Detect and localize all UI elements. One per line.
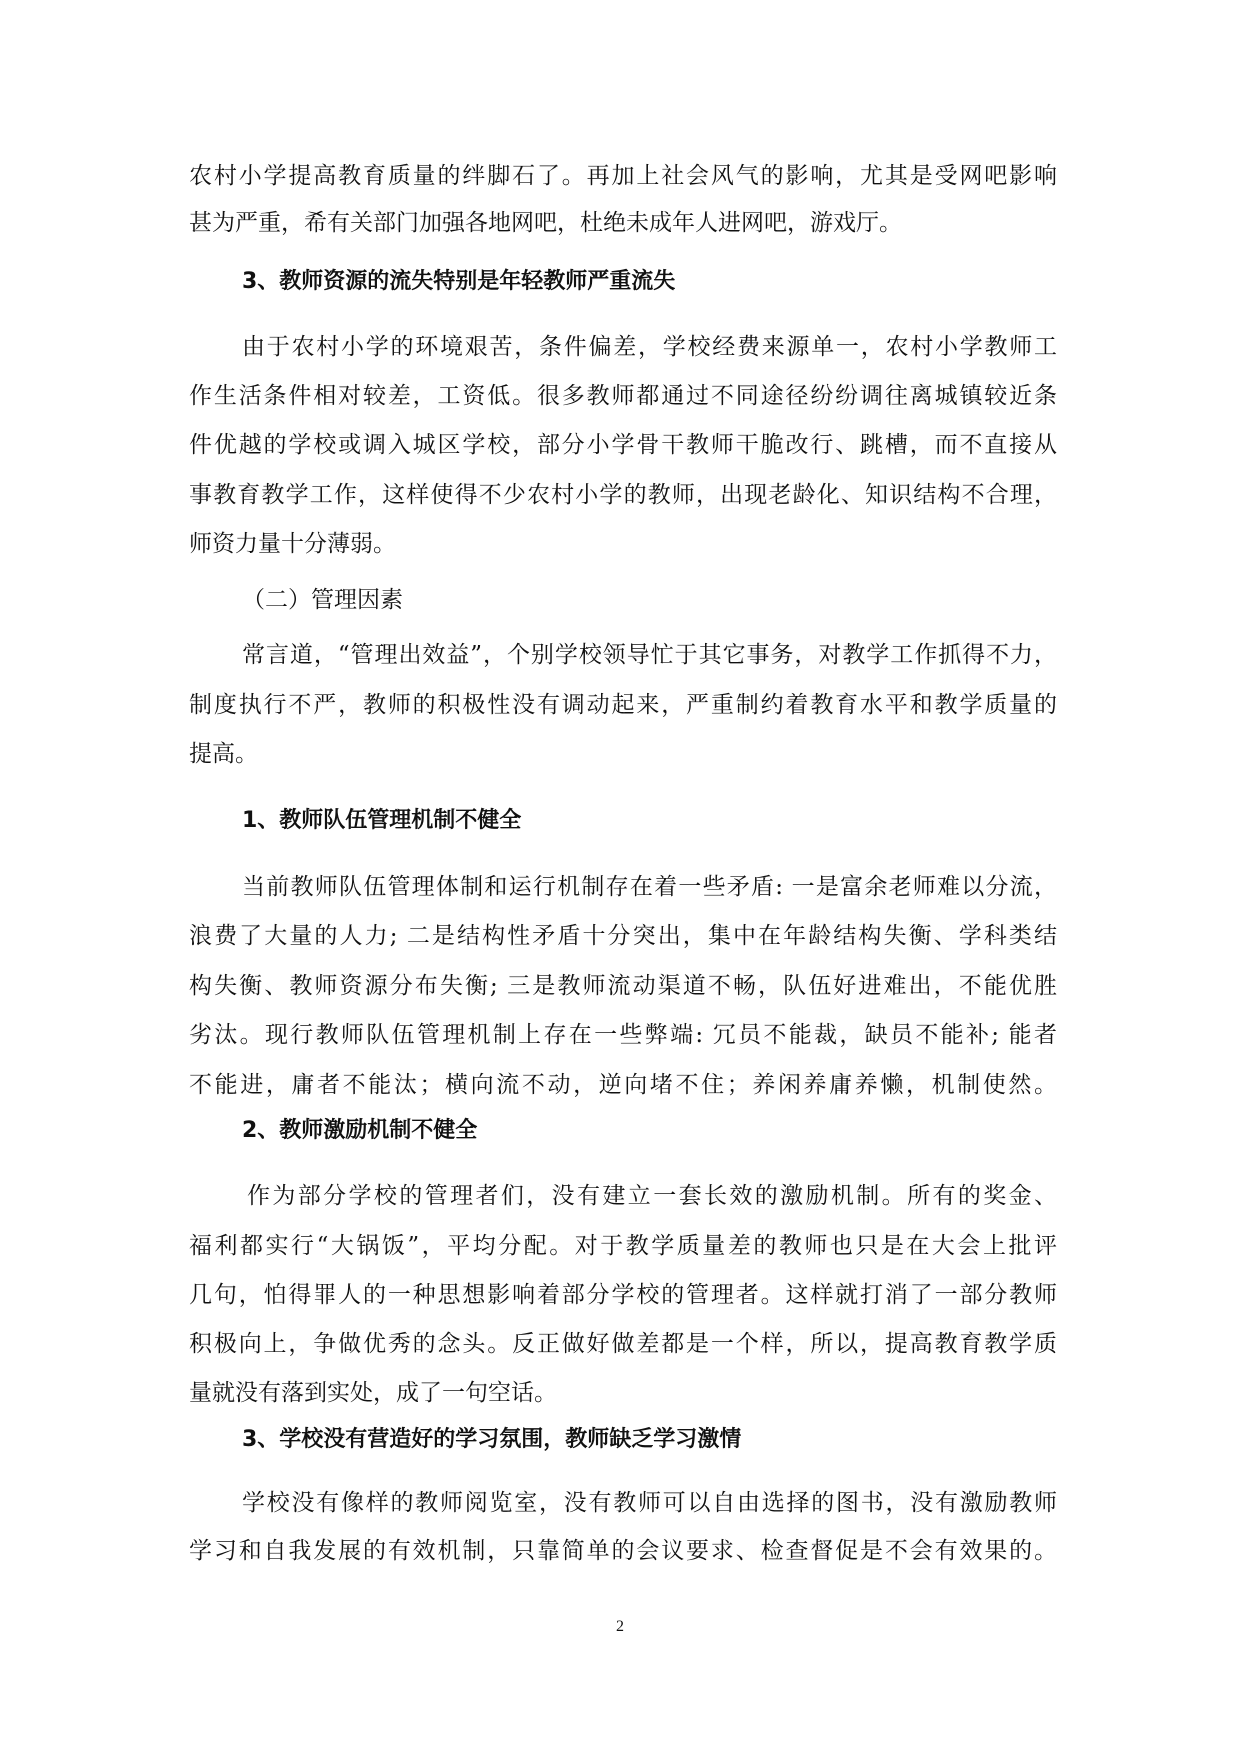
section-heading: 2、教师激励机制不健全 — [242, 1118, 478, 1143]
paragraph-line: 积极向上，争做优秀的念头。反正做好做差都是一个样，所以，提高教育教学质 — [189, 1331, 1057, 1357]
section-subheading: （二）管理因素 — [242, 587, 403, 613]
paragraph-line: 学习和自我发展的有效机制，只靠简单的会议要求、检查督促是不会有效果的。 — [189, 1538, 1057, 1564]
paragraph-line: 甚为严重，希有关部门加强各地网吧，杜绝未成年人进网吧，游戏厅。 — [189, 210, 902, 236]
paragraph-line: 由于农村小学的环境艰苦，条件偏差，学校经费来源单一，农村小学教师工 — [242, 334, 1057, 360]
paragraph-line: 浪费了大量的人力; 二是结构性矛盾十分突出，集中在年龄结构失衡、学科类结 — [189, 923, 1057, 949]
paragraph-line: 学校没有像样的教师阅览室，没有教师可以自由选择的图书，没有激励教师 — [242, 1490, 1057, 1516]
page-number: 2 — [616, 1618, 624, 1635]
paragraph-line: 构失衡、教师资源分布失衡; 三是教师流动渠道不畅，队伍好进难出，不能优胜 — [189, 973, 1057, 999]
paragraph-line: 事教育教学工作，这样使得不少农村小学的教师，出现老龄化、知识结构不合理， — [189, 482, 1057, 508]
section-heading: 3、教师资源的流失特别是年轻教师严重流失 — [242, 269, 676, 294]
paragraph-line: 作为部分学校的管理者们，没有建立一套长效的激励机制。所有的奖金、 — [247, 1183, 1057, 1209]
paragraph-line: 作生活条件相对较差，工资低。很多教师都通过不同途径纷纷调往离城镇较近条 — [189, 383, 1057, 409]
paragraph-line: 几句，怕得罪人的一种思想影响着部分学校的管理者。这样就打消了一部分教师 — [189, 1282, 1057, 1308]
section-heading: 3、学校没有营造好的学习氛围，教师缺乏学习激情 — [242, 1427, 742, 1452]
paragraph-line: 量就没有落到实处，成了一句空话。 — [189, 1380, 557, 1406]
paragraph-line: 师资力量十分薄弱。 — [189, 531, 396, 557]
paragraph-line: 不能进，庸者不能汰；横向流不动，逆向堵不住；养闲养庸养懒，机制使然。 — [189, 1072, 1057, 1098]
paragraph-line: 农村小学提高教育质量的绊脚石了。再加上社会风气的影响，尤其是受网吧影响 — [189, 163, 1057, 189]
paragraph-line: 件优越的学校或调入城区学校，部分小学骨干教师干脆改行、跳槽，而不直接从 — [189, 432, 1057, 458]
paragraph-line: 当前教师队伍管理体制和运行机制存在着一些矛盾: 一是富余老师难以分流， — [242, 874, 1057, 900]
paragraph-line: 制度执行不严，教师的积极性没有调动起来，严重制约着教育水平和教学质量的 — [189, 692, 1057, 718]
paragraph-line: 提高。 — [189, 741, 258, 767]
paragraph-line: 劣汰。现行教师队伍管理机制上存在一些弊端: 冗员不能裁，缺员不能补; 能者 — [189, 1022, 1057, 1048]
paragraph-line: 福利都实行“大锅饭”，平均分配。对于教学质量差的教师也只是在大会上批评 — [189, 1233, 1057, 1259]
paragraph-line: 常言道，“管理出效益”，个别学校领导忙于其它事务，对教学工作抓得不力， — [242, 642, 1057, 668]
section-heading: 1、教师队伍管理机制不健全 — [242, 808, 522, 833]
